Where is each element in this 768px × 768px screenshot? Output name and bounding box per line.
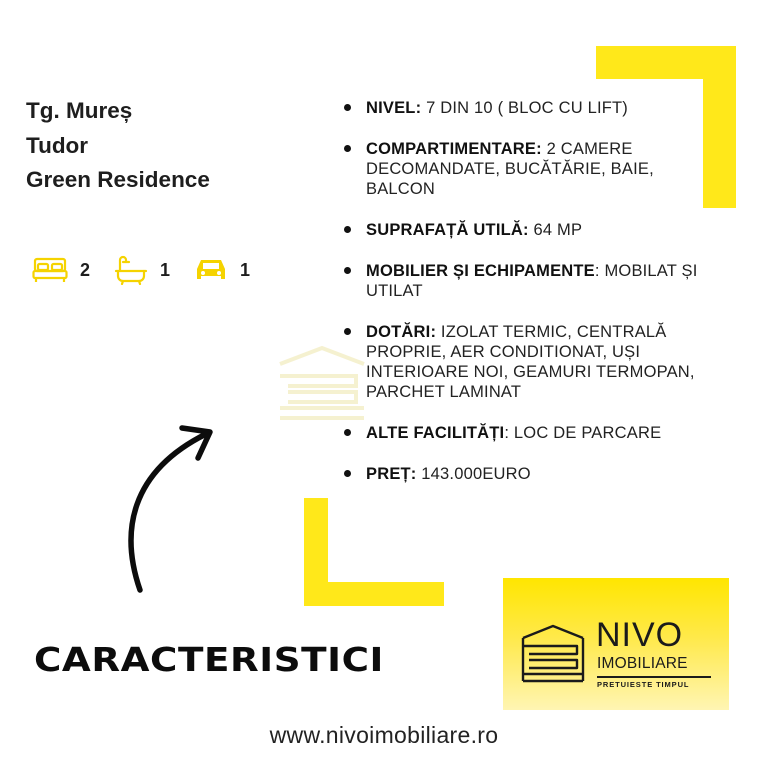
parking-count: 1 xyxy=(240,259,251,280)
features-list xyxy=(340,98,720,505)
feature-item xyxy=(340,98,720,118)
feature-value: : LOC DE PARCARE xyxy=(504,424,662,442)
bullet-icon xyxy=(344,267,351,274)
property-location xyxy=(26,94,210,198)
brand-logo-box xyxy=(503,578,729,710)
feature-value: 7 DIN 10 ( BLOC CU LIFT) xyxy=(421,99,629,117)
feature-key: ALTE FACILITĂȚI xyxy=(366,424,505,442)
bullet-icon xyxy=(344,429,351,436)
bathroom-count: 1 xyxy=(160,259,171,280)
feature-key: NIVEL: xyxy=(366,99,422,117)
amenity-bedrooms xyxy=(32,256,90,284)
feature-key: MOBILIER ȘI ECHIPAMENTE xyxy=(366,262,595,280)
bullet-icon xyxy=(344,470,351,477)
location-complex: Green Residence xyxy=(26,167,210,192)
bathtub-icon xyxy=(114,255,148,285)
feature-value: 2 CAMERE DECOMANDATE, BUCĂTĂRIE, BAIE, BALCON xyxy=(366,140,654,198)
yellow-corner-decoration-bottom xyxy=(304,498,444,606)
brand-divider xyxy=(597,676,711,678)
location-neighborhood: Tudor xyxy=(26,132,89,158)
feature-key: DOTĂRI: xyxy=(366,323,437,341)
feature-item xyxy=(340,139,720,199)
website-link[interactable]: www.nivoimobiliare.ro xyxy=(269,722,499,748)
feature-value: : MOBILAT ȘI UTILAT xyxy=(366,262,698,300)
car-icon xyxy=(194,256,228,284)
headline-title: CARACTERISTICI xyxy=(34,640,384,679)
feature-value: IZOLAT TERMIC, CENTRALĂ PROPRIE, AER CONDITIONAT, UȘI INTERIOARE NOI, GEAMURI TERMOPAN, PARCHET LAMINAT xyxy=(366,323,695,401)
feature-value: 143.000EURO xyxy=(416,465,531,483)
feature-item xyxy=(340,261,720,301)
bullet-icon xyxy=(344,328,351,335)
location-city: Tg. Mureș xyxy=(26,98,133,123)
building-logo-icon xyxy=(519,622,587,684)
bedroom-count: 2 xyxy=(80,259,91,280)
curved-arrow-icon xyxy=(110,412,240,602)
feature-value: 64 MP xyxy=(528,221,583,239)
feature-item xyxy=(340,220,720,240)
feature-key: COMPARTIMENTARE: xyxy=(366,140,542,158)
bullet-icon xyxy=(344,145,351,152)
amenity-parking xyxy=(194,256,250,284)
feature-item xyxy=(340,423,720,443)
bed-icon xyxy=(32,256,68,284)
brand-tagline: PRETUIESTE TIMPUL xyxy=(597,680,690,689)
bullet-icon xyxy=(344,104,351,111)
amenities-row xyxy=(32,254,274,286)
feature-item xyxy=(340,464,720,484)
brand-subtitle: IMOBILIARE xyxy=(597,655,688,672)
bullet-icon xyxy=(344,226,351,233)
brand-name: NIVO xyxy=(596,616,684,654)
amenity-bathrooms xyxy=(114,255,170,285)
feature-key: PREȚ: xyxy=(366,465,417,483)
feature-key: SUPRAFAȚĂ UTILĂ: xyxy=(366,221,529,239)
feature-item xyxy=(340,322,720,402)
